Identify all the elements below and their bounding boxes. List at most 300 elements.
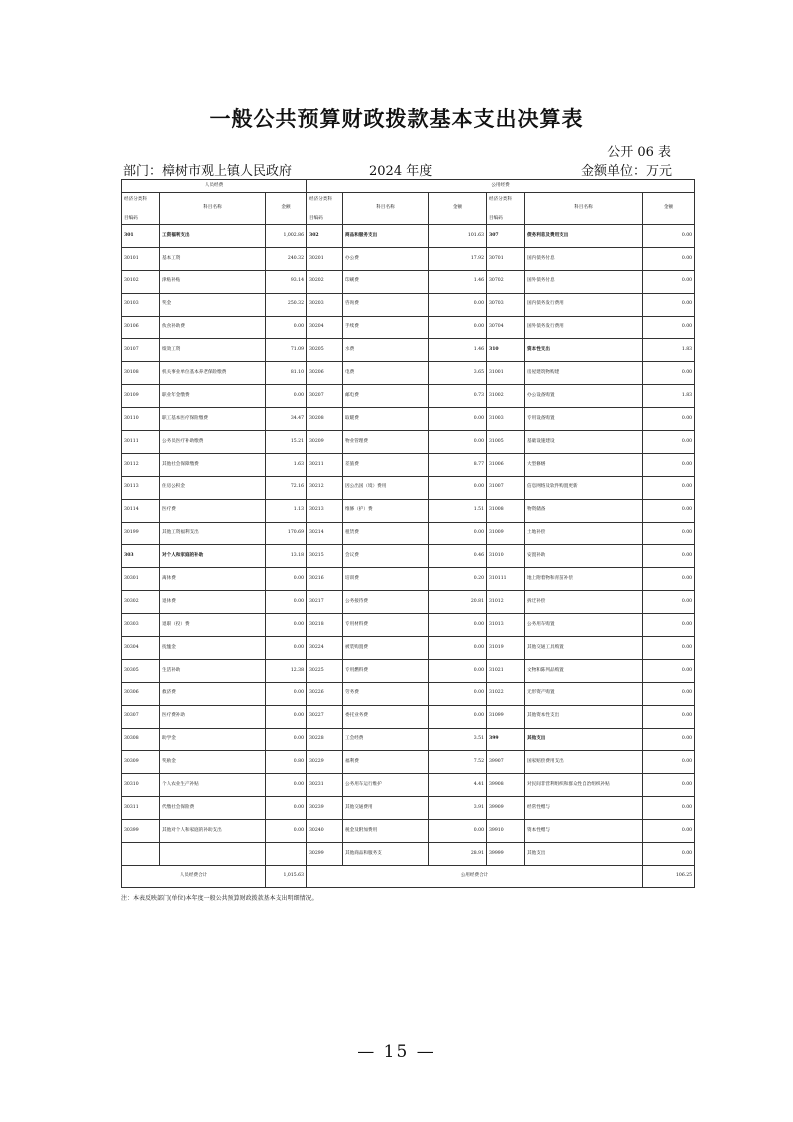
item-amount: 0.80 bbox=[266, 751, 307, 774]
item-amount: 3.91 bbox=[429, 797, 487, 820]
amount-unit: 金额单位：万元 bbox=[580, 164, 672, 179]
item-name: 对民间非营利组织和群众性自治组织补贴 bbox=[525, 774, 643, 797]
table-row bbox=[122, 339, 695, 362]
item-name: 津贴补贴 bbox=[160, 270, 266, 293]
item-name: 会议费 bbox=[343, 545, 429, 568]
item-code bbox=[122, 843, 160, 866]
item-amount: 0.00 bbox=[266, 637, 307, 660]
item-name: 资本性支出 bbox=[525, 339, 643, 362]
item-code: 31007 bbox=[487, 476, 525, 499]
header-name: 科目名称 bbox=[160, 193, 266, 225]
item-name: 机关事业单位基本养老保险缴费 bbox=[160, 362, 266, 385]
item-name: 办公设备购置 bbox=[525, 385, 643, 408]
item-name: 咨询费 bbox=[343, 293, 429, 316]
item-name: 被装购置费 bbox=[343, 637, 429, 660]
item-name: 公务接待费 bbox=[343, 591, 429, 614]
item-name: 奖金 bbox=[160, 293, 266, 316]
item-name: 因公出国（境）费用 bbox=[343, 476, 429, 499]
item-amount: 0.00 bbox=[266, 797, 307, 820]
item-amount: 1,002.86 bbox=[266, 225, 307, 248]
table-row bbox=[122, 820, 695, 843]
item-amount: 4.41 bbox=[429, 774, 487, 797]
item-name: 商品和服务支出 bbox=[343, 225, 429, 248]
item-amount: 0.00 bbox=[429, 637, 487, 660]
item-name: 大型修缮 bbox=[525, 453, 643, 476]
item-code: 30199 bbox=[122, 522, 160, 545]
item-code: 30111 bbox=[122, 431, 160, 454]
item-amount: 0.00 bbox=[643, 591, 695, 614]
meta-line bbox=[121, 160, 674, 178]
item-amount: 0.00 bbox=[429, 408, 487, 431]
table-row bbox=[122, 545, 695, 568]
item-code: 30228 bbox=[307, 728, 343, 751]
item-code: 31002 bbox=[487, 385, 525, 408]
item-amount: 0.00 bbox=[266, 682, 307, 705]
expenditure-table bbox=[121, 179, 695, 888]
item-code: 30213 bbox=[307, 499, 343, 522]
item-code: 30211 bbox=[307, 453, 343, 476]
item-name: 劳务费 bbox=[343, 682, 429, 705]
table-row bbox=[122, 591, 695, 614]
item-name: 福利费 bbox=[343, 751, 429, 774]
item-code: 30201 bbox=[307, 247, 343, 270]
item-amount: 0.00 bbox=[643, 247, 695, 270]
item-name: 房屋建筑物购建 bbox=[525, 362, 643, 385]
table-row bbox=[122, 614, 695, 637]
item-amount: 0.00 bbox=[429, 659, 487, 682]
public-total-label: 公用经费合计 bbox=[307, 865, 643, 887]
item-name: 其他资本性支出 bbox=[525, 705, 643, 728]
item-amount: 0.00 bbox=[643, 820, 695, 843]
item-code: 30303 bbox=[122, 614, 160, 637]
item-name: 取暖费 bbox=[343, 408, 429, 431]
item-code: 30208 bbox=[307, 408, 343, 431]
table-note: 注：本表反映部门(单位)本年度一般公共预算财政拨款基本支出明细情况。 bbox=[121, 895, 318, 902]
item-amount: 1.63 bbox=[266, 453, 307, 476]
item-name: 国家赔偿费用支出 bbox=[525, 751, 643, 774]
table-row bbox=[122, 751, 695, 774]
item-amount: 0.00 bbox=[643, 408, 695, 431]
item-amount: 0.00 bbox=[266, 591, 307, 614]
item-amount: 0.00 bbox=[429, 316, 487, 339]
item-code: 30304 bbox=[122, 637, 160, 660]
item-amount: 0.00 bbox=[429, 820, 487, 843]
item-amount: 0.00 bbox=[643, 568, 695, 591]
item-code: 30203 bbox=[307, 293, 343, 316]
item-amount: 0.00 bbox=[643, 453, 695, 476]
item-amount: 20.81 bbox=[429, 591, 487, 614]
department-label: 部门：樟树市观上镇人民政府 bbox=[123, 164, 293, 179]
item-name: 土地补偿 bbox=[525, 522, 643, 545]
item-amount: 0.00 bbox=[643, 614, 695, 637]
table-row bbox=[122, 774, 695, 797]
item-amount: 0.00 bbox=[266, 728, 307, 751]
item-code: 30113 bbox=[122, 476, 160, 499]
item-name: 医疗费补助 bbox=[160, 705, 266, 728]
item-name: 住房公积金 bbox=[160, 476, 266, 499]
header-code: 经济分类科 目编码 bbox=[307, 193, 343, 225]
item-amount: 72.16 bbox=[266, 476, 307, 499]
item-name: 债务利息及费用支出 bbox=[525, 225, 643, 248]
item-amount: 0.00 bbox=[429, 293, 487, 316]
item-name: 工资福利支出 bbox=[160, 225, 266, 248]
public-total-value: 106.25 bbox=[643, 865, 695, 887]
table-row bbox=[122, 568, 695, 591]
item-amount: 34.47 bbox=[266, 408, 307, 431]
item-code: 31006 bbox=[487, 453, 525, 476]
item-name: 物资储备 bbox=[525, 499, 643, 522]
item-amount: 0.00 bbox=[643, 225, 695, 248]
item-amount: 170.69 bbox=[266, 522, 307, 545]
item-amount bbox=[266, 843, 307, 866]
item-name: 其他支出 bbox=[525, 728, 643, 751]
item-name: 信息网络及软件购置更新 bbox=[525, 476, 643, 499]
item-code: 310111 bbox=[487, 568, 525, 591]
item-name: 税金及附加费用 bbox=[343, 820, 429, 843]
item-amount: 0.00 bbox=[643, 499, 695, 522]
item-amount: 0.00 bbox=[643, 293, 695, 316]
item-name: 专用材料费 bbox=[343, 614, 429, 637]
item-name: 绩效工资 bbox=[160, 339, 266, 362]
item-code: 39910 bbox=[487, 820, 525, 843]
item-code: 30204 bbox=[307, 316, 343, 339]
item-code: 30240 bbox=[307, 820, 343, 843]
item-amount: 1.83 bbox=[643, 385, 695, 408]
item-name: 手续费 bbox=[343, 316, 429, 339]
table-row bbox=[122, 843, 695, 866]
table-row bbox=[122, 705, 695, 728]
item-amount: 0.00 bbox=[643, 476, 695, 499]
item-code: 30206 bbox=[307, 362, 343, 385]
item-amount: 7.52 bbox=[429, 751, 487, 774]
table-row bbox=[122, 637, 695, 660]
item-code: 30704 bbox=[487, 316, 525, 339]
item-code: 399 bbox=[487, 728, 525, 751]
item-code: 30214 bbox=[307, 522, 343, 545]
item-code: 31009 bbox=[487, 522, 525, 545]
item-amount: 0.00 bbox=[266, 385, 307, 408]
item-code: 30212 bbox=[307, 476, 343, 499]
item-name: 基本工资 bbox=[160, 247, 266, 270]
item-amount: 0.00 bbox=[643, 659, 695, 682]
item-code: 31022 bbox=[487, 682, 525, 705]
item-name: 救济费 bbox=[160, 682, 266, 705]
table-row bbox=[122, 293, 695, 316]
item-code: 39908 bbox=[487, 774, 525, 797]
item-name: 其他商品和服务支 bbox=[343, 843, 429, 866]
header-code: 经济分类科 目编码 bbox=[122, 193, 160, 225]
item-code: 30224 bbox=[307, 637, 343, 660]
item-amount: 1.46 bbox=[429, 270, 487, 293]
item-amount: 0.46 bbox=[429, 545, 487, 568]
item-name: 代缴社会保险费 bbox=[160, 797, 266, 820]
item-amount: 93.14 bbox=[266, 270, 307, 293]
item-amount: 0.00 bbox=[429, 614, 487, 637]
item-amount: 0.00 bbox=[429, 705, 487, 728]
item-name: 个人农业生产补贴 bbox=[160, 774, 266, 797]
item-amount: 0.00 bbox=[429, 476, 487, 499]
item-code: 30307 bbox=[122, 705, 160, 728]
item-code: 30202 bbox=[307, 270, 343, 293]
item-name: 离休费 bbox=[160, 568, 266, 591]
item-code: 31003 bbox=[487, 408, 525, 431]
item-amount: 0.00 bbox=[643, 797, 695, 820]
item-code: 30102 bbox=[122, 270, 160, 293]
table-row bbox=[122, 247, 695, 270]
item-code: 31013 bbox=[487, 614, 525, 637]
item-amount: 0.00 bbox=[643, 751, 695, 774]
table-row bbox=[122, 797, 695, 820]
table-row bbox=[122, 362, 695, 385]
item-code: 30229 bbox=[307, 751, 343, 774]
item-name: 退休费 bbox=[160, 591, 266, 614]
item-amount: 0.00 bbox=[643, 545, 695, 568]
item-code: 30308 bbox=[122, 728, 160, 751]
item-code: 31005 bbox=[487, 431, 525, 454]
item-code: 30703 bbox=[487, 293, 525, 316]
table-row bbox=[122, 431, 695, 454]
item-amount: 1.46 bbox=[429, 339, 487, 362]
item-code: 30306 bbox=[122, 682, 160, 705]
item-amount: 0.00 bbox=[266, 705, 307, 728]
table-row bbox=[122, 453, 695, 476]
item-amount: 3.51 bbox=[429, 728, 487, 751]
header-amount: 金额 bbox=[429, 193, 487, 225]
item-amount: 0.00 bbox=[643, 522, 695, 545]
item-name: 差旅费 bbox=[343, 453, 429, 476]
item-amount: 0.00 bbox=[643, 774, 695, 797]
item-code: 30106 bbox=[122, 316, 160, 339]
item-name: 水费 bbox=[343, 339, 429, 362]
item-code: 39909 bbox=[487, 797, 525, 820]
table-row bbox=[122, 682, 695, 705]
item-code: 30305 bbox=[122, 659, 160, 682]
item-amount: 101.63 bbox=[429, 225, 487, 248]
item-name: 对个人和家庭的补助 bbox=[160, 545, 266, 568]
item-amount: 0.00 bbox=[643, 637, 695, 660]
item-name: 其他支出 bbox=[525, 843, 643, 866]
item-name: 国外债务付息 bbox=[525, 270, 643, 293]
item-amount: 15.21 bbox=[266, 431, 307, 454]
item-name bbox=[160, 843, 266, 866]
item-name: 国内债务付息 bbox=[525, 247, 643, 270]
item-amount: 0.00 bbox=[429, 431, 487, 454]
item-code: 30310 bbox=[122, 774, 160, 797]
item-code: 30205 bbox=[307, 339, 343, 362]
item-amount: 0.00 bbox=[266, 820, 307, 843]
item-amount: 3.65 bbox=[429, 362, 487, 385]
item-name: 工会经费 bbox=[343, 728, 429, 751]
table-row bbox=[122, 728, 695, 751]
item-name: 其他社会保障缴费 bbox=[160, 453, 266, 476]
item-amount: 0.73 bbox=[429, 385, 487, 408]
item-code: 30301 bbox=[122, 568, 160, 591]
item-name: 医疗费 bbox=[160, 499, 266, 522]
column-header-row bbox=[122, 193, 695, 225]
item-code: 31019 bbox=[487, 637, 525, 660]
item-amount: 8.77 bbox=[429, 453, 487, 476]
item-amount: 0.00 bbox=[643, 682, 695, 705]
item-code: 30311 bbox=[122, 797, 160, 820]
item-code: 31010 bbox=[487, 545, 525, 568]
item-amount: 0.00 bbox=[266, 316, 307, 339]
item-code: 31001 bbox=[487, 362, 525, 385]
item-name: 基础设施建设 bbox=[525, 431, 643, 454]
item-name: 国外债务发行费用 bbox=[525, 316, 643, 339]
item-amount: 28.91 bbox=[429, 843, 487, 866]
item-code: 31099 bbox=[487, 705, 525, 728]
item-amount: 0.00 bbox=[266, 568, 307, 591]
table-row bbox=[122, 522, 695, 545]
item-amount: 0.00 bbox=[643, 728, 695, 751]
item-code: 31012 bbox=[487, 591, 525, 614]
item-name: 经常性赠与 bbox=[525, 797, 643, 820]
item-amount: 0.00 bbox=[643, 270, 695, 293]
item-code: 302 bbox=[307, 225, 343, 248]
item-name: 退职（役）费 bbox=[160, 614, 266, 637]
table-row bbox=[122, 225, 695, 248]
item-code: 39907 bbox=[487, 751, 525, 774]
item-code: 30217 bbox=[307, 591, 343, 614]
item-amount: 240.32 bbox=[266, 247, 307, 270]
header-name: 科目名称 bbox=[525, 193, 643, 225]
item-code: 301 bbox=[122, 225, 160, 248]
item-code: 30209 bbox=[307, 431, 343, 454]
item-code: 31021 bbox=[487, 659, 525, 682]
item-amount: 13.18 bbox=[266, 545, 307, 568]
section-public: 公用经费 bbox=[307, 180, 695, 193]
item-code: 30103 bbox=[122, 293, 160, 316]
item-name: 培训费 bbox=[343, 568, 429, 591]
totals-row bbox=[122, 865, 695, 887]
item-code: 307 bbox=[487, 225, 525, 248]
item-amount: 0.00 bbox=[429, 682, 487, 705]
item-code: 30226 bbox=[307, 682, 343, 705]
item-code: 30110 bbox=[122, 408, 160, 431]
item-code: 30299 bbox=[307, 843, 343, 866]
item-code: 30101 bbox=[122, 247, 160, 270]
item-name: 抚恤金 bbox=[160, 637, 266, 660]
item-amount: 0.00 bbox=[643, 362, 695, 385]
page-title: 一般公共预算财政拨款基本支出决算表 bbox=[209, 107, 584, 131]
item-code: 30107 bbox=[122, 339, 160, 362]
item-code: 30701 bbox=[487, 247, 525, 270]
item-name: 其他工资福利支出 bbox=[160, 522, 266, 545]
item-name: 奖励金 bbox=[160, 751, 266, 774]
item-amount: 1.13 bbox=[266, 499, 307, 522]
item-amount: 0.00 bbox=[643, 316, 695, 339]
section-personnel: 人员经费 bbox=[122, 180, 307, 193]
item-code: 30112 bbox=[122, 453, 160, 476]
item-code: 30215 bbox=[307, 545, 343, 568]
table-row bbox=[122, 408, 695, 431]
table-row bbox=[122, 316, 695, 339]
fiscal-year: 2024 年度 bbox=[369, 164, 433, 179]
item-code: 310 bbox=[487, 339, 525, 362]
item-name: 伙食补助费 bbox=[160, 316, 266, 339]
table-row bbox=[122, 385, 695, 408]
item-code: 30108 bbox=[122, 362, 160, 385]
item-name: 职业年金缴费 bbox=[160, 385, 266, 408]
item-name: 邮电费 bbox=[343, 385, 429, 408]
item-name: 生活补助 bbox=[160, 659, 266, 682]
item-code: 30207 bbox=[307, 385, 343, 408]
table-row bbox=[122, 659, 695, 682]
item-amount: 0.00 bbox=[643, 843, 695, 866]
item-code: 30231 bbox=[307, 774, 343, 797]
header-name: 科目名称 bbox=[343, 193, 429, 225]
section-header-row bbox=[122, 180, 695, 193]
header-amount: 金额 bbox=[643, 193, 695, 225]
item-name: 其他对个人和家庭的补助支出 bbox=[160, 820, 266, 843]
item-name: 国内债务发行费用 bbox=[525, 293, 643, 316]
page-number: — 15 — bbox=[357, 1042, 436, 1062]
item-code: 30114 bbox=[122, 499, 160, 522]
item-code: 39999 bbox=[487, 843, 525, 866]
item-name: 其他交通工具购置 bbox=[525, 637, 643, 660]
item-name: 印刷费 bbox=[343, 270, 429, 293]
table-row bbox=[122, 270, 695, 293]
form-number: 公开 06 表 bbox=[607, 145, 671, 160]
item-name: 维修（护）费 bbox=[343, 499, 429, 522]
personnel-total-value: 1,015.63 bbox=[266, 865, 307, 887]
item-name: 其他交通费用 bbox=[343, 797, 429, 820]
item-amount: 0.00 bbox=[643, 431, 695, 454]
item-code: 31008 bbox=[487, 499, 525, 522]
item-name: 助学金 bbox=[160, 728, 266, 751]
item-name: 租赁费 bbox=[343, 522, 429, 545]
item-name: 公务用车购置 bbox=[525, 614, 643, 637]
item-name: 地上附着物和青苗补偿 bbox=[525, 568, 643, 591]
item-name: 公务用车运行维护 bbox=[343, 774, 429, 797]
item-name: 委托业务费 bbox=[343, 705, 429, 728]
personnel-total-label: 人员经费合计 bbox=[122, 865, 266, 887]
table-row bbox=[122, 499, 695, 522]
item-code: 30227 bbox=[307, 705, 343, 728]
item-amount: 71.09 bbox=[266, 339, 307, 362]
item-amount: 0.00 bbox=[266, 614, 307, 637]
item-name: 文物和陈列品购置 bbox=[525, 659, 643, 682]
item-name: 电费 bbox=[343, 362, 429, 385]
item-code: 30302 bbox=[122, 591, 160, 614]
item-name: 物业管理费 bbox=[343, 431, 429, 454]
table-row bbox=[122, 476, 695, 499]
item-name: 无形资产购置 bbox=[525, 682, 643, 705]
item-amount: 1.83 bbox=[643, 339, 695, 362]
item-amount: 12.38 bbox=[266, 659, 307, 682]
item-amount: 81.10 bbox=[266, 362, 307, 385]
item-amount: 0.00 bbox=[643, 705, 695, 728]
item-code: 30399 bbox=[122, 820, 160, 843]
item-name: 资本性赠与 bbox=[525, 820, 643, 843]
item-amount: 250.32 bbox=[266, 293, 307, 316]
item-name: 专用设备购置 bbox=[525, 408, 643, 431]
item-amount: 0.00 bbox=[429, 522, 487, 545]
item-code: 30239 bbox=[307, 797, 343, 820]
item-name: 安置补助 bbox=[525, 545, 643, 568]
header-amount: 金额 bbox=[266, 193, 307, 225]
item-code: 303 bbox=[122, 545, 160, 568]
item-code: 30309 bbox=[122, 751, 160, 774]
item-amount: 1.51 bbox=[429, 499, 487, 522]
item-name: 职工基本医疗保险缴费 bbox=[160, 408, 266, 431]
item-code: 30216 bbox=[307, 568, 343, 591]
item-name: 专用燃料费 bbox=[343, 659, 429, 682]
item-name: 拆迁补偿 bbox=[525, 591, 643, 614]
item-code: 30702 bbox=[487, 270, 525, 293]
item-code: 30218 bbox=[307, 614, 343, 637]
item-amount: 0.20 bbox=[429, 568, 487, 591]
